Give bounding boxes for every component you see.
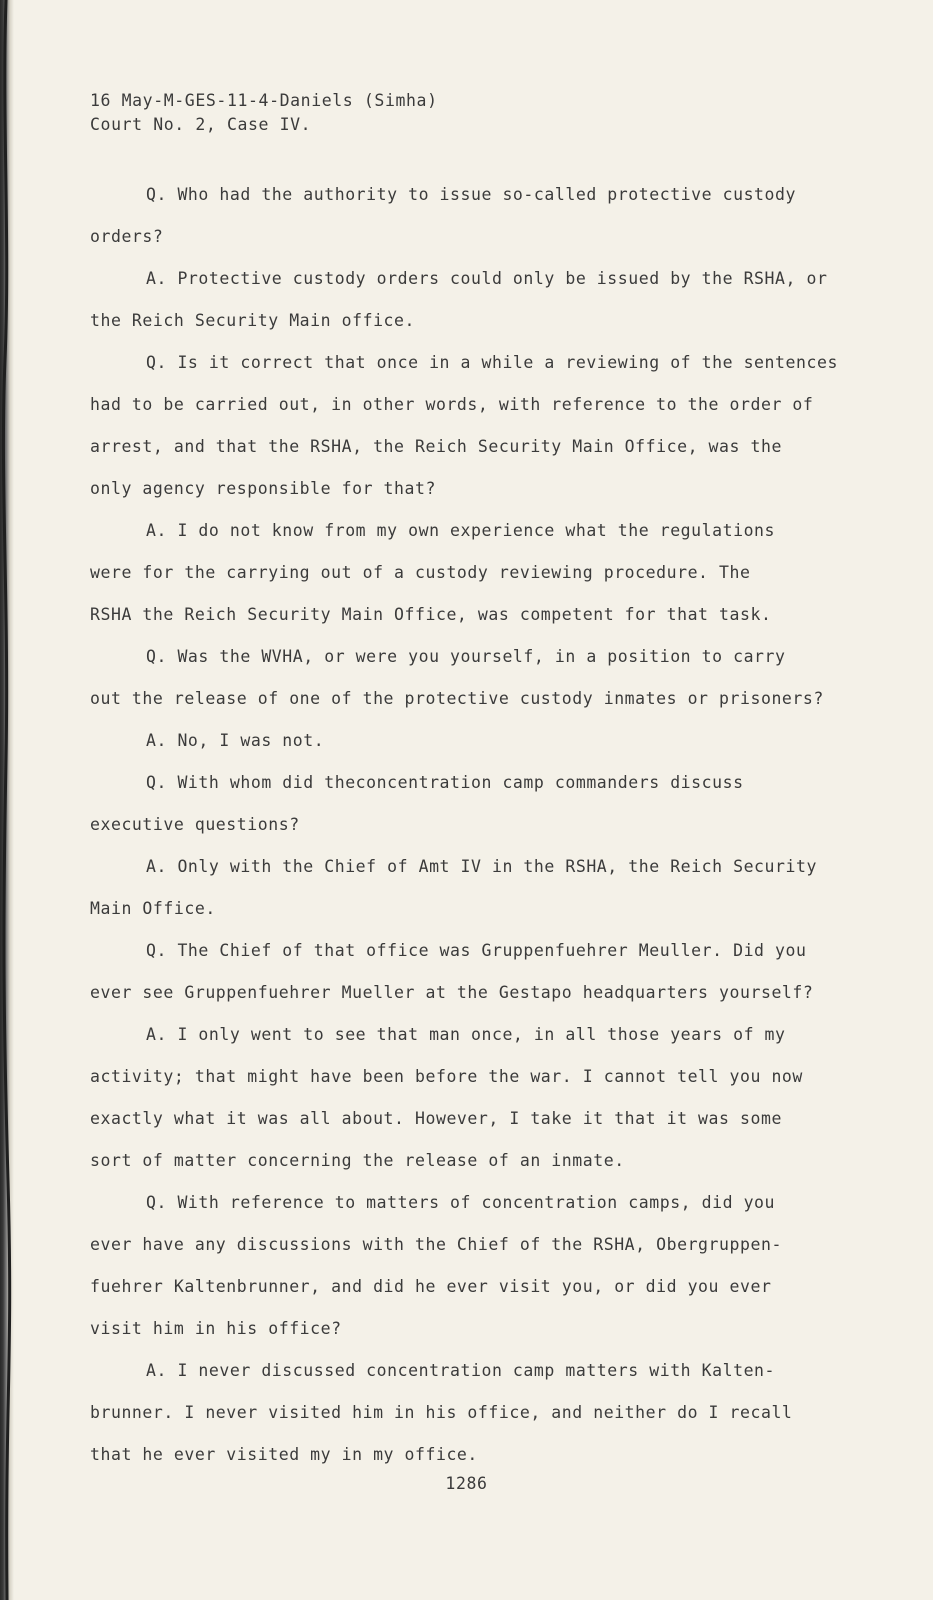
transcript-line: A. I do not know from my own experience what the regulations xyxy=(146,521,776,540)
header-line-2: Court No. 2, Case IV. xyxy=(90,115,312,134)
transcript-line: Q. The Chief of that office was Gruppenfuehrer Meuller. Did you xyxy=(146,941,807,960)
page-number: 1286 xyxy=(445,1474,488,1493)
transcript-line: Q. Who had the authority to issue so-called protective custody xyxy=(146,185,796,204)
transcript-line: out the release of one of the protective custody inmates or prisoners? xyxy=(90,689,824,708)
transcript-line: had to be carried out, in other words, with reference to the order of xyxy=(90,395,814,414)
transcript-line: Main Office. xyxy=(90,899,216,918)
transcript-line: visit him in his office? xyxy=(90,1319,342,1338)
transcript-line: A. I never discussed concentration camp matters with Kalten- xyxy=(146,1361,776,1380)
transcript-line: exactly what it was all about. However, I take it that it was some xyxy=(90,1109,782,1128)
transcript-line: only agency responsible for that? xyxy=(90,479,436,498)
transcript-line: arrest, and that the RSHA, the Reich Security Main Office, was the xyxy=(90,437,782,456)
binding-edge-wave xyxy=(0,0,20,1600)
transcript-line: A. I only went to see that man once, in all those years of my xyxy=(146,1025,786,1044)
transcript-line: Q. Is it correct that once in a while a reviewing of the sentences xyxy=(146,353,838,372)
transcript-line: A. Protective custody orders could only be issued by the RSHA, or xyxy=(146,269,828,288)
transcript-line: Q. With reference to matters of concentration camps, did you xyxy=(146,1193,776,1212)
transcript-line: were for the carrying out of a custody reviewing procedure. The xyxy=(90,563,751,582)
transcript-line: the Reich Security Main office. xyxy=(90,311,415,330)
transcript-line: Q. Was the WVHA, or were you yourself, in a position to carry xyxy=(146,647,786,666)
header-line-1: 16 May-M-GES-11-4-Daniels (Simha) xyxy=(90,91,438,110)
transcript-line: sort of matter concerning the release of an inmate. xyxy=(90,1151,625,1170)
transcript-line: activity; that might have been before the war. I cannot tell you now xyxy=(90,1067,803,1086)
transcript-line: that he ever visited my in my office. xyxy=(90,1445,478,1464)
transcript-line: fuehrer Kaltenbrunner, and did he ever visit you, or did you ever xyxy=(90,1277,772,1296)
transcript-line: A. No, I was not. xyxy=(146,731,325,750)
transcript-line: RSHA the Reich Security Main Office, was competent for that task. xyxy=(90,605,772,624)
transcript-line: ever see Gruppenfuehrer Mueller at the Gestapo headquarters yourself? xyxy=(90,983,814,1002)
transcript-line: A. Only with the Chief of Amt IV in the RSHA, the Reich Security xyxy=(146,857,817,876)
transcript-line: executive questions? xyxy=(90,815,300,834)
transcript-line: orders? xyxy=(90,227,164,246)
transcript-line: brunner. I never visited him in his office, and neither do I recall xyxy=(90,1403,793,1422)
transcript-line: Q. With whom did theconcentration camp commanders discuss xyxy=(146,773,744,792)
transcript-line: ever have any discussions with the Chief of the RSHA, Obergruppen- xyxy=(90,1235,782,1254)
transcript-body xyxy=(90,184,850,1486)
